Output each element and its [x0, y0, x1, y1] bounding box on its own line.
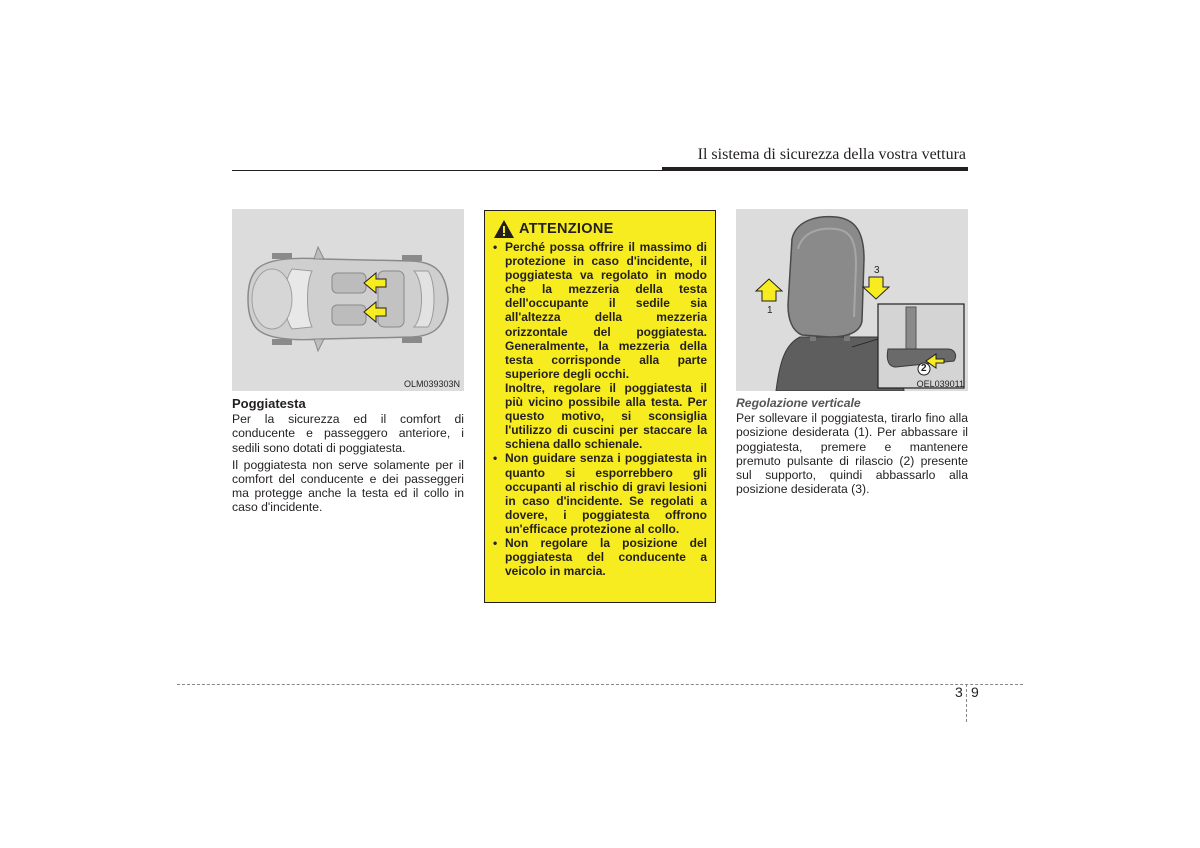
footer-dashed-rule [177, 684, 1023, 685]
right-paragraph: Per sollevare il poggiatesta, tirarlo fino alla posizione desiderata (1). Per abbassare il poggiatesta, premere e mantenere premuto pulsante di rilascio (2) presente sul supporto, quindi abbassarlo alla posizione desiderata (3). [736, 411, 968, 497]
page-number: 9 [971, 684, 979, 700]
right-column [736, 396, 968, 499]
bullet-icon: • [493, 451, 498, 466]
bullet-icon: • [493, 535, 498, 550]
warning-item [493, 240, 707, 451]
headrest-illustration [736, 209, 968, 391]
headrest-figure [736, 209, 968, 391]
footer-page-divider [966, 684, 967, 722]
warning-title: ATTENZIONE [519, 221, 614, 237]
warning-item-3: Non regolare la posizione del poggiatesta del conducente a veicolo in marcia. [505, 535, 707, 579]
page-header-title: Il sistema di sicurezza della vostra vettura [697, 146, 966, 163]
header-rule-thin [232, 170, 662, 171]
left-paragraph-1: Per la sicurezza ed il comfort di conducente e passeggero anteriore, i sedili sono dotati di poggiatesta. [232, 412, 464, 455]
car-topview-figure [232, 209, 464, 391]
warning-item-1-paragraph-2: Inoltre, regolare il poggiatesta il più vicino possibile alla testa. Per questo motivo, si sconsiglia l'utilizzo di cuscini per staccare la schiena dallo schienale. [505, 380, 707, 452]
warning-list [493, 240, 707, 578]
warning-item [493, 451, 707, 536]
callout-1: 1 [767, 305, 773, 316]
left-column [232, 397, 464, 518]
page-section-number: 3 [955, 684, 963, 700]
warning-box [484, 210, 716, 603]
callout-2: 2 [921, 363, 927, 374]
warning-item [493, 536, 707, 578]
header-rule-thick [662, 167, 968, 171]
left-paragraph-2: Il poggiatesta non serve solamente per il comfort del conducente e dei passeggeri ma protegge anche la testa ed il collo in caso d'incidente. [232, 457, 464, 515]
warning-item-1-paragraph-1: Perché possa offrire il massimo di protezione in caso d'incidente, il poggiatesta va regolato in modo che la mezzeria della testa dell'occupante il sedile sia all'altezza della mezzeria orizzontale del poggiatesta. Generalmente, la mezzeria della testa corrisponde alla parte superiore degli occhi. [505, 240, 707, 381]
car-topview-illustration [232, 209, 464, 391]
warning-triangle-icon [493, 219, 515, 239]
figure-code-right: OEL039011 [916, 379, 964, 389]
warning-header [493, 219, 707, 239]
callout-3: 3 [874, 265, 880, 276]
subsection-title-regolazione: Regolazione verticale [736, 396, 861, 410]
section-title-poggiatesta: Poggiatesta [232, 396, 306, 411]
bullet-icon: • [493, 240, 498, 254]
figure-code-left: OLM039303N [403, 379, 460, 389]
warning-item-2: Non guidare senza i poggiatesta in quanto si esporrebbero gli occupanti al rischio di gravi lesioni in caso d'incidente. Se regolati a dovere, i poggiatesta offrono un'efficace protezione al collo. [505, 451, 707, 536]
